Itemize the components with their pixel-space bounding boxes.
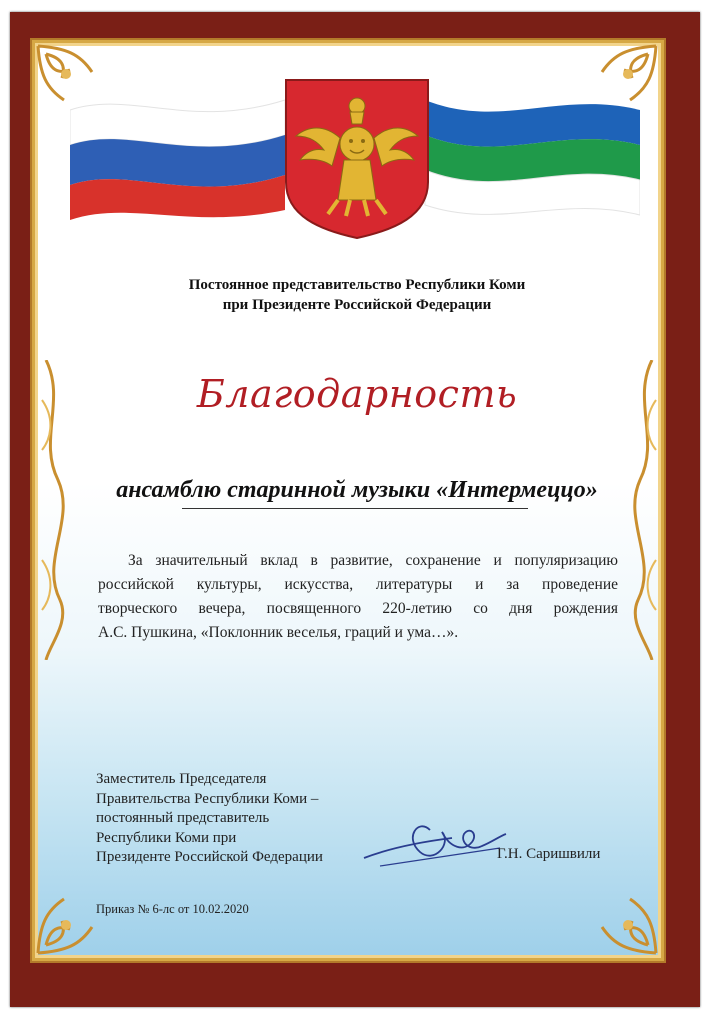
organization-line-1: Постоянное представительство Республики Коми — [188, 277, 526, 293]
corner-ornament-icon — [588, 885, 658, 955]
order-reference: Приказ № 6-лс от 10.02.2020 — [96, 902, 249, 916]
corner-ornament-icon — [36, 885, 106, 955]
recipient-underline — [182, 508, 528, 509]
komi-emblem-icon — [284, 78, 430, 240]
citation-line: российской культуры, искусства, литературы и за проведение — [98, 576, 618, 593]
signatory-line: Правительства Республики Коми – — [96, 790, 319, 807]
signatory-line: Заместитель Председателя — [96, 771, 267, 787]
citation-line: А.С. Пушкина, «Поклонник веселья, граций и ума…». — [98, 624, 459, 641]
signature-icon — [360, 808, 510, 878]
signatory-title — [96, 770, 323, 868]
signatory-line: Республики Коми при — [96, 829, 237, 846]
signatory-line: Президенте Российской Федерации — [96, 849, 323, 865]
document-title: Благодарность — [196, 372, 518, 416]
signatory-line: постоянный представитель — [96, 810, 270, 826]
citation-line: За значительный вклад в развитие, сохранение и популяризацию — [128, 552, 618, 569]
recipient: ансамблю старинной музыки «Интермеццо» — [116, 477, 598, 503]
organization-line-2: при Президенте Российской Федерации — [222, 297, 492, 313]
citation-text — [98, 549, 618, 645]
citation-line: творческого вечера, посвященного 220-летию со дня рождения — [98, 600, 618, 617]
signatory-name: Г.Н. Саришвили — [497, 846, 601, 862]
